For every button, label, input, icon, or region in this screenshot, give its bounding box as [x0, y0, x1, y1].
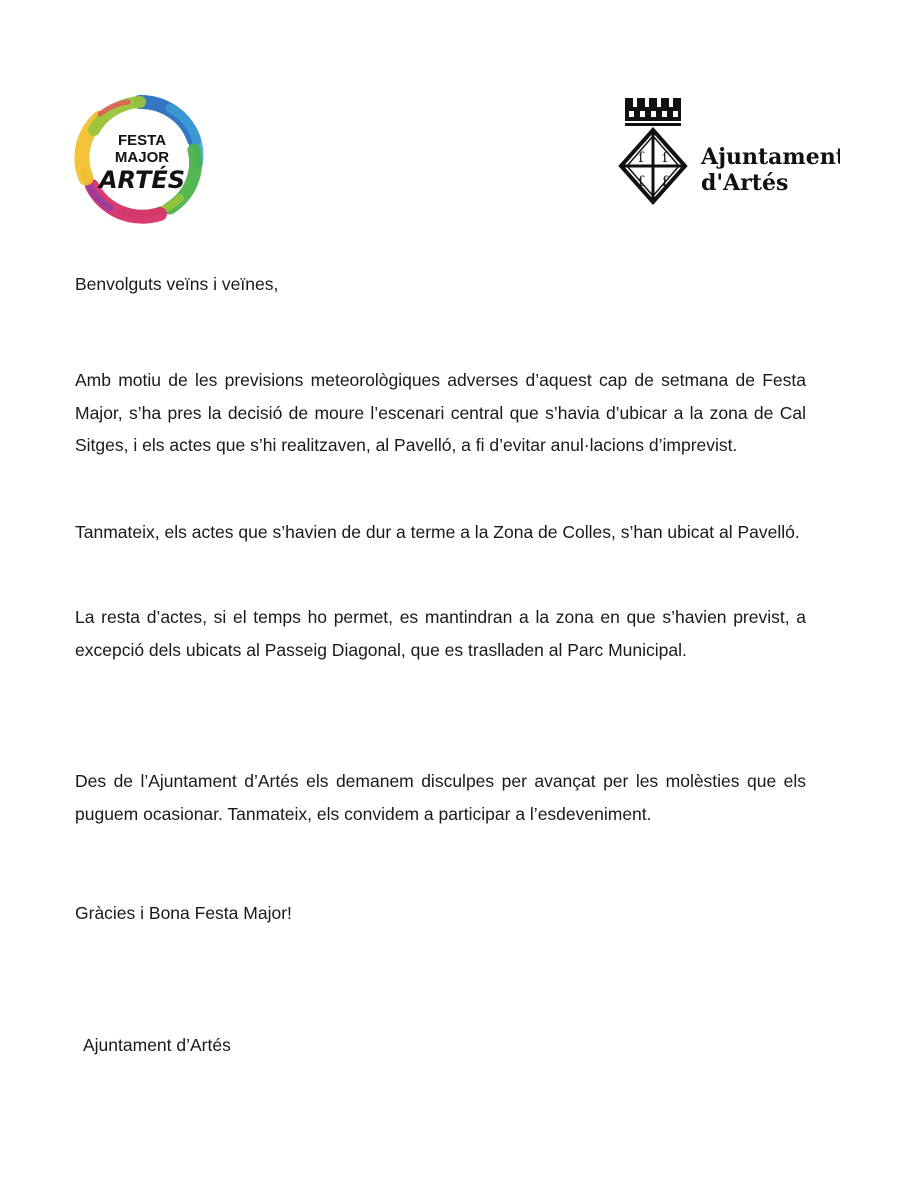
festa-logo-line2: MAJOR — [114, 149, 170, 166]
ajuntament-name-line1: Ajuntament — [701, 144, 840, 170]
coat-of-arms-icon — [621, 130, 685, 202]
paragraph-weather-notice: Amb motiu de les previsions meteorològiques adverses d’aquest cap de setmana de Festa Major, s’ha pres la decisió de moure l’escenari central que s’havia d’ubicar a la zona de Cal Sitges, i els actes que s’hi realitzaven, al Pavelló, a fi d’evitar anul·lacions d’imprevist. — [75, 370, 806, 455]
paragraph-colles-zone: Tanmateix, els actes que s’havien de dur a terme a la Zona de Colles, s’han ubicat al Pavelló. — [75, 522, 800, 542]
festa-logo-line1: FESTA — [117, 132, 167, 149]
closing: Gràcies i Bona Festa Major! — [75, 903, 292, 923]
greeting: Benvolguts veïns i veïnes, — [75, 274, 279, 294]
crown-icon — [625, 98, 681, 126]
svg-text:ſ: ſ — [638, 150, 644, 166]
paragraph-apology: Des de l’Ajuntament d’Artés els demanem disculpes per avançat per les molèsties que els puguem ocasionar. Tanmateix, els convidem a participar a l’esdeveniment. — [75, 771, 806, 824]
signature: Ajuntament d’Artés — [83, 1035, 231, 1055]
festa-logo-line3: ARTÉS — [98, 166, 186, 194]
ajuntament-logo — [615, 92, 840, 210]
svg-text:ſ: ſ — [638, 174, 644, 190]
paragraph-other-events: La resta d’actes, si el temps ho permet, es mantindran a la zona en que s’havien previst, a excepció dels ubicats al Passeig Diagonal, que es traslladen al Parc Municipal. — [75, 607, 806, 660]
svg-text:ſ: ſ — [662, 150, 668, 166]
svg-text:ſ: ſ — [662, 174, 668, 190]
festa-major-logo — [70, 90, 210, 225]
ajuntament-name-line2: d'Artés — [701, 170, 789, 196]
